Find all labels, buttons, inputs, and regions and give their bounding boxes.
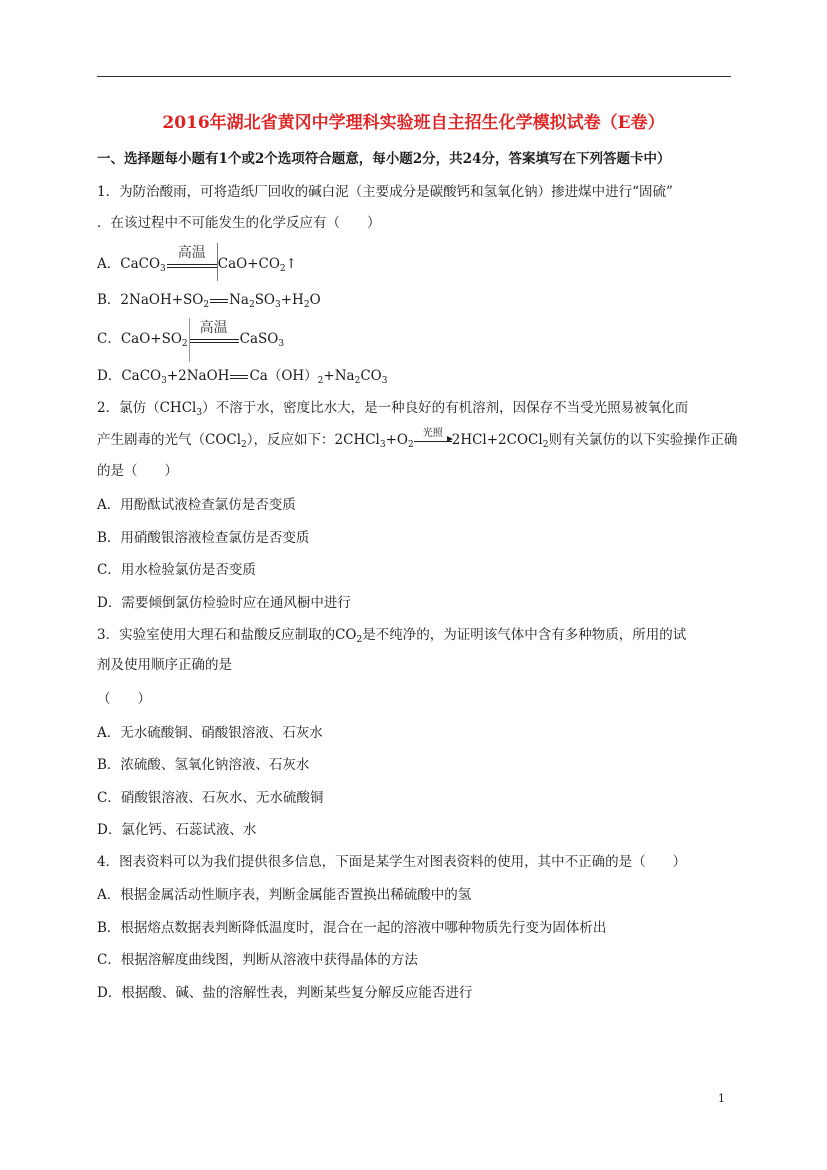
q3-option-d: D．氯化钙、石蕊试液、水 (97, 822, 257, 838)
q2-option-b: B．用硝酸银溶液检查氯仿是否变质 (97, 530, 310, 546)
q3-option-a: A．无水硫酸铜、硝酸银溶液、石灰水 (97, 725, 323, 741)
q2-stem-line1: 2．氯仿（CHCl$_3$）不溶于水，密度比水大，是一种良好的有机溶剂，因保存不当受光照易被氧化而 (97, 400, 689, 418)
q1-option-b: B．$2NaOH+SO_2$ $Na_2SO_3+H_2O$ (97, 292, 321, 310)
equals-icon (230, 375, 248, 379)
q2-option-c: C．用水检验氯仿是否变质 (97, 562, 256, 578)
q3-stem-line2: 剂及使用顺序正确的是 (97, 657, 232, 673)
q1-stem-line1: 1．为防治酸雨，可将造纸厂回收的碱白泥（主要成分是碳酸钙和氢氧化钠）掺进煤中进行“固硫” (97, 184, 673, 200)
reaction-condition: 高温 (189, 338, 239, 343)
q2-stem-line3: 的是（ ） (97, 463, 178, 479)
q1-option-d: D．CaCO$_3$+2NaOH $Ca(OH)_2+Na_2CO_3$ (97, 368, 388, 386)
q3-stem-line1: 3．实验室使用大理石和盐酸反应制取的$CO_2$是不纯净的，为证明该气体中含有多种物质，所用的试 (97, 627, 687, 645)
q4-option-d: D．根据酸、碱、盐的溶解性表，判断某些复分解反应能否进行 (97, 985, 473, 1001)
reaction-arrow-icon: 光照 (414, 439, 452, 442)
section-heading: 一、选择题每小题有1个或2个选项符合题意，每小题2分，共24分，答案填写在下列答题卡中） (97, 151, 671, 167)
q4-option-c: C．根据溶解度曲线图，判断从溶液中获得晶体的方法 (97, 952, 418, 968)
q4-stem-line1: 4．图表资料可以为我们提供很多信息，下面是某学生对图表资料的使用，其中不正确的是（ ） (97, 854, 687, 870)
q2-option-a: A．用酚酞试液检查氯仿是否变质 (97, 497, 296, 513)
q4-option-a: A．根据金属活动性顺序表，判断金属能否置换出稀硫酸中的氢 (97, 887, 472, 903)
header-rule (97, 76, 731, 77)
q2-option-d: D．需要倾倒氯仿检验时应在通风橱中进行 (97, 595, 351, 611)
q3-option-c: C．硝酸银溶液、石灰水、无水硫酸铜 (97, 790, 324, 806)
q3-option-b: B．浓硫酸、氢氧化钠溶液、石灰水 (97, 757, 310, 773)
page-number: 1 (718, 1092, 725, 1105)
equals-icon (210, 299, 228, 303)
page-title: 2016年湖北省黄冈中学理科实验班自主招生化学模拟试卷（E卷） (162, 113, 665, 133)
up-arrow-icon: ↑ (285, 256, 297, 272)
q1-stem-line2: ．在该过程中不可能发生的化学反应有（ ） (97, 215, 381, 231)
reaction-condition: 高温 (167, 263, 217, 268)
q1-option-a: A．CaCO$_3$ 高温 $CaO+CO_2↑$ (97, 255, 297, 273)
q1-option-c: C．$CaO+SO_2$ 高温 CaSO$_3$ (97, 330, 284, 348)
q2-stem-line2: 产生剧毒的光气（COCl$_2$），反应如下：$2CHCl_3+O_2$ 光照 2HCl+2COCl$_2$则有关氯仿的以下实验操作正确 (97, 428, 738, 450)
q3-stem-line3: （ ） (97, 691, 151, 707)
q4-option-b: B．根据熔点数据表判断降低温度时，混合在一起的溶液中哪种物质先行变为固体析出 (97, 920, 607, 936)
